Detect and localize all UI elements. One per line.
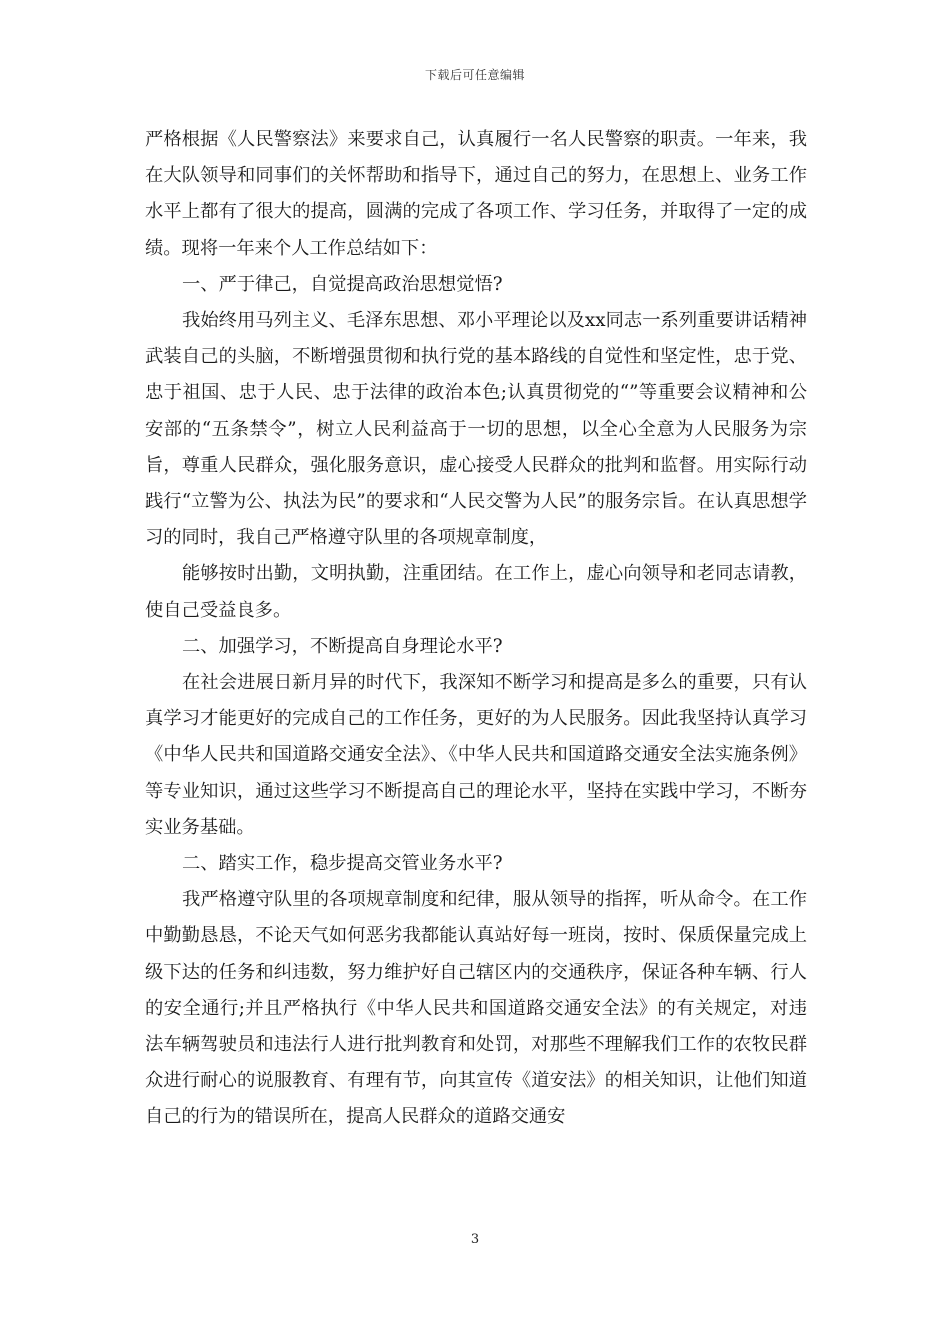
page-header: 下载后可任意编辑 — [424, 68, 525, 82]
page-number: 3 — [470, 1232, 480, 1247]
document-body — [145, 122, 807, 1136]
section-heading-3: 二、踏实工作，稳步提高交管业务水平? — [182, 853, 503, 875]
paragraph-intro: 严格根据《人民警察法》来要求自己，认真履行一名人民警察的职责。一年来，我在大队领导和同事们的关怀帮助和指导下，通过自己的努力，在思想上、业务工作水平上都有了很大的提高，圆满的完成了各项工作、学习任务，并取得了一定的成绩。现将一年来个人工作总结如下： — [145, 129, 807, 259]
paragraph-attendance: 能够按时出勤，文明执勤，注重团结。在工作上，虚心向领导和老同志请教，使自己受益良多。 — [145, 563, 807, 621]
paragraph-political: 我始终用马列主义、毛泽东思想、邓小平理论以及xx同志一系列重要讲话精神武装自己的头脑，不断增强贯彻和执行党的基本路线的自觉性和坚定性，忠于党、忠于祖国、忠于人民、忠于法律的政治本色;认真贯彻党的“”等重要会议精神和公安部的“五条禁令”，树立人民利益高于一切的思想，以全心全意为人民服务为宗旨，尊重人民群众，强化服务意识，虚心接受人民群众的批判和监督。用实际行动践行“立警为公、执法为民”的要求和“人民交警为人民”的服务宗旨。在认真思想学习的同时，我自己严格遵守队里的各项规章制度， — [145, 310, 807, 549]
paragraph-study: 在社会进展日新月异的时代下，我深知不断学习和提高是多么的重要，只有认真学习才能更好的完成自己的工作任务，更好的为人民服务。因此我坚持认真学习《中华人民共和国道路交通安全法》、《中华人民共和国道路交通安全法实施条例》等专业知识，通过这些学习不断提高自己的理论水平，坚持在实践中学习，不断夯实业务基础。 — [145, 672, 807, 838]
section-heading-2: 二、加强学习，不断提高自身理论水平? — [182, 635, 503, 657]
section-heading-1: 一、严于律己，自觉提高政治思想觉悟? — [182, 273, 503, 295]
paragraph-work: 我严格遵守队里的各项规章制度和纪律，服从领导的指挥，听从命令。在工作中勤勤恳恳，不论天气如何恶劣我都能认真站好每一班岗，按时、保质保量完成上级下达的任务和纠违数，努力维护好自己辖区内的交通秩序，保证各种车辆、行人的安全通行;并且严格执行《中华人民共和国道路交通安全法》的有关规定，对违法车辆驾驶员和违法行人进行批判教育和处罚，对那些不理解我们工作的农牧民群众进行耐心的说服教育、有理有节，向其宣传《道安法》的相关知识，让他们知道自己的行为的错误所在，提高人民群众的道路交通安 — [145, 889, 807, 1128]
